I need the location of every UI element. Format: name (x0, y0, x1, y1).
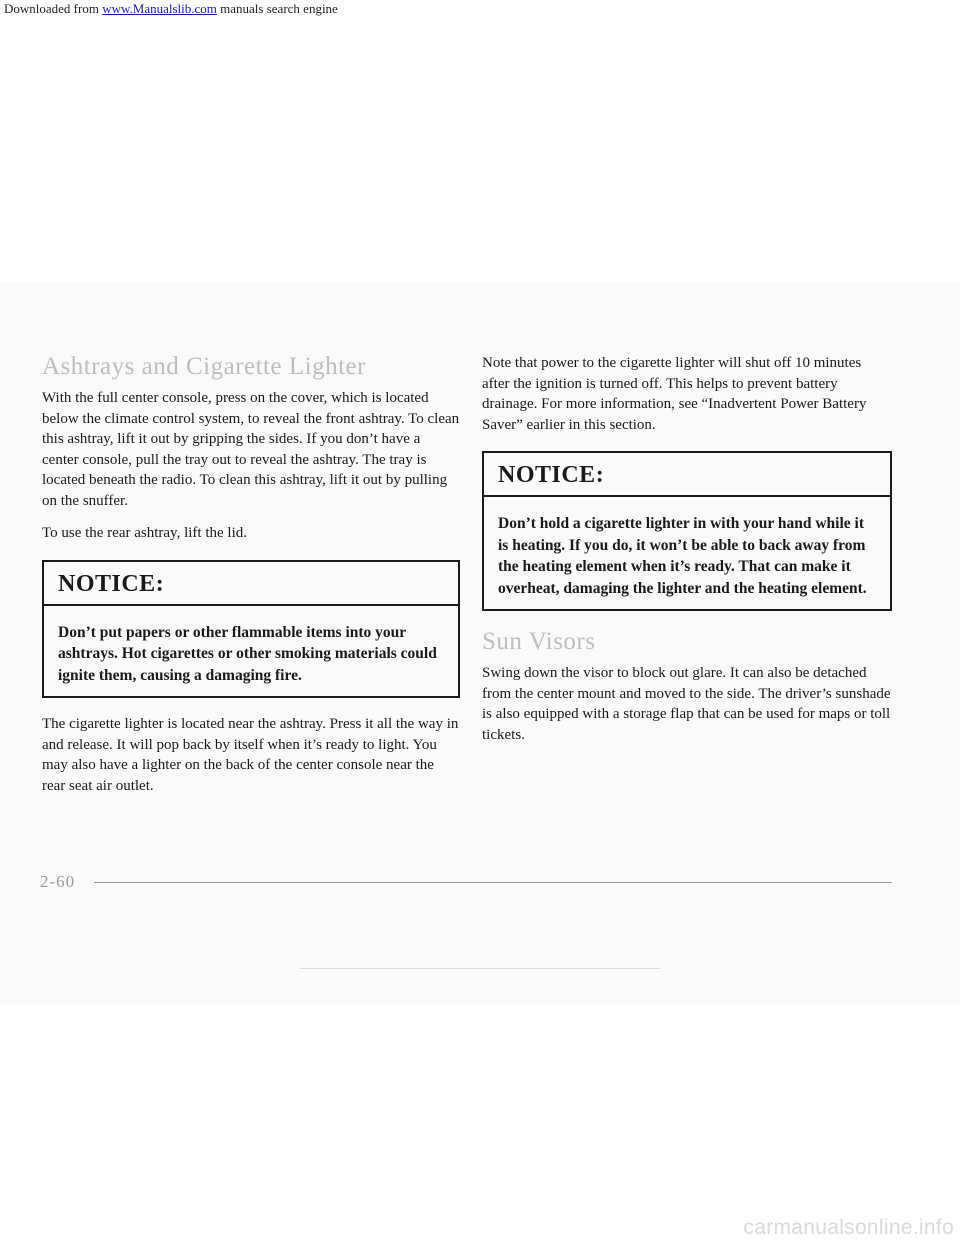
ashtray-notice-box (42, 560, 460, 699)
footer-rule (94, 882, 892, 883)
page-footer (40, 872, 892, 892)
notice-title: NOTICE: (484, 453, 890, 497)
divider (300, 968, 660, 969)
watermark: carmanualsonline.info (743, 1216, 954, 1239)
download-header: Downloaded from www.Manualslib.com manuals search engine (4, 1, 338, 16)
notice-title: NOTICE: (44, 562, 458, 606)
manualslib-link[interactable]: www.Manualslib.com (102, 1, 217, 16)
sun-visors-paragraph: Swing down the visor to block out glare. It can also be detached from the center mount and moved to the side. The driver’s sunshade is also equipped with a storage flap that can be used for maps or toll tickets. (482, 665, 891, 743)
ashtrays-heading: Ashtrays and Cigarette Lighter (42, 353, 366, 380)
page-number: 2-60 (40, 872, 76, 891)
notice-text: Don’t put papers or other flammable items into your ashtrays. Hot cigarettes or other smoking materials could ignite them, causing a damaging fire. (58, 623, 437, 684)
lighter-paragraph: The cigarette lighter is located near the ashtray. Press it all the way in and release. It will pop back by itself when it’s ready to light. You may also have a lighter on the back of the center console near the rear seat air outlet. (42, 716, 459, 794)
lighter-power-paragraph: Note that power to the cigarette lighter will shut off 10 minutes after the ignition is turned off. This helps to prevent battery drainage. For more information, see “Inadvertent Power Battery Saver” earlier in this section. (482, 355, 867, 433)
console-ashtray-paragraph: With the full center console, press on the cover, which is located below the climate control system, to reveal the front ashtray. To clean this ashtray, lift it out by gripping the sides. If you don’t have a center console, pull the tray out to reveal the ashtray. The tray is located beneath the radio. To clean this ashtray, lift it out by pulling on the snuffer. (42, 390, 460, 509)
sun-visors-heading: Sun Visors (482, 628, 596, 655)
right-column (482, 353, 892, 745)
lighter-notice-box (482, 451, 892, 611)
left-column (42, 352, 460, 796)
rear-ashtray-paragraph: To use the rear ashtray, lift the lid. (42, 525, 247, 541)
notice-text: Don’t hold a cigarette lighter in with your hand while it is heating. If you do, it won’t be able to back away from the heating element when it’s ready. That can make it overheat, damaging the lighter and the heating element. (498, 515, 867, 597)
